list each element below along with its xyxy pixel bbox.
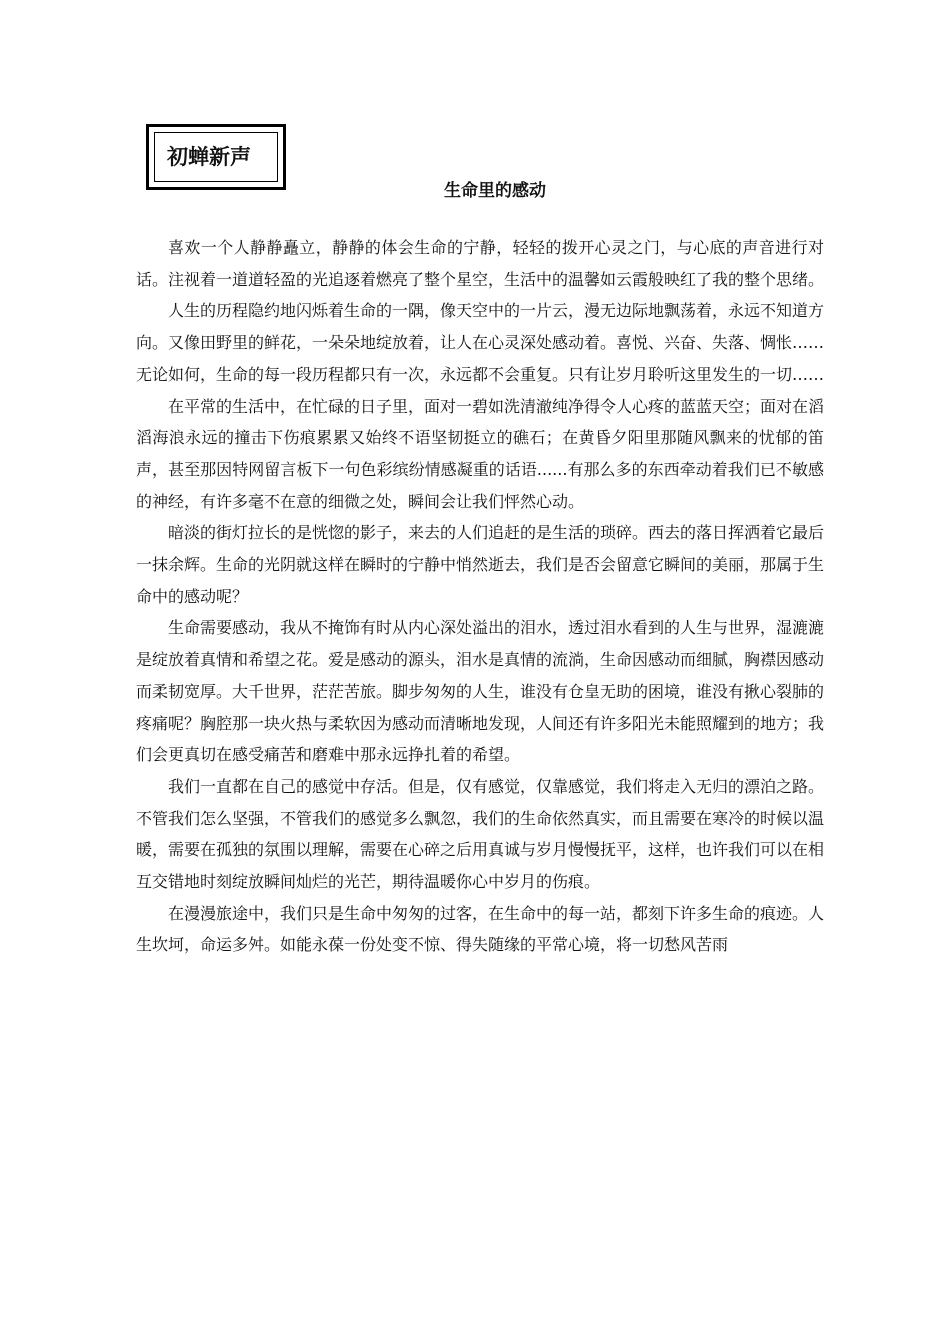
- article-title: 生命里的感动: [444, 181, 546, 201]
- paragraph: 在漫漫旅途中，我们只是生命中匆匆的过客，在生命中的每一站，都刻下许多生命的痕迹。人生坎坷，命运多舛。如能永葆一份处变不惊、得失随缘的平常心境，将一切愁风苦雨: [136, 903, 825, 955]
- paragraph: 在平常的生活中，在忙碌的日子里，面对一碧如洗清澈纯净得令人心疼的蓝蓝天空；面对在滔滔海浪永远的撞击下伤痕累累又始终不语坚韧挺立的礁石；在黄昏夕阳里那随风飘来的忧郁的笛声，甚至那因特网留言板下一句色彩缤纷情感凝重的话语......有那么多的东西牵动着我们已不敏感的神经，有许多毫不在意的细微之处，瞬间会让我们怦然心动。: [136, 396, 825, 511]
- article-body: [136, 232, 824, 961]
- paragraph: 我们一直都在自己的感觉中存活。但是，仅有感觉，仅靠感觉，我们将走入无归的漂泊之路。不管我们怎么坚强，不管我们的感觉多么飘忽，我们的生命依然真实，而且需要在寒冷的时候以温暖，需要在孤独的氛围以理解，需要在心碎之后用真诚与岁月慢慢抚平，这样，也许我们可以在相互交错地时刻绽放瞬间灿烂的光芒，期待温暖你心中岁月的伤痕。: [136, 776, 825, 892]
- paragraph: 人生的历程隐约地闪烁着生命的一隅，像天空中的一片云，漫无边际地飘荡着，永远不知道方向。又像田野里的鲜花，一朵朵地绽放着，让人在心灵深处感动着。喜悦、兴奋、失落、惆怅……无论如何，生命的每一段历程都只有一次，永远都不会重复。只有让岁月聆听这里发生的一切……: [136, 301, 825, 384]
- paragraph: 暗淡的街灯拉长的是恍惚的影子，来去的人们追赶的是生活的琐碎。西去的落日挥洒着它最后一抹余辉。生命的光阴就这样在瞬时的宁静中悄然逝去，我们是否会留意它瞬间的美丽，那属于生命中的感动呢？: [136, 523, 825, 606]
- column-label: 初蝉新声: [167, 145, 251, 169]
- paragraph: 喜欢一个人静静矗立，静静的体会生命的宁静，轻轻的拨开心灵之门，与心底的声音进行对话。注视着一道道轻盈的光追逐着燃亮了整个星空，生活中的温馨如云霞般映红了我的整个思绪。: [136, 238, 825, 289]
- paragraph: 生命需要感动，我从不掩饰有时从内心深处溢出的泪水，透过泪水看到的人生与世界，湿漉漉是绽放着真情和希望之花。爱是感动的源头，泪水是真情的流淌，生命因感动而细腻，胸襟因感动而柔韧宽厚。大千世界，茫茫苦旅。脚步匆匆的人生，谁没有仓皇无助的困境，谁没有揪心裂肺的疼痛呢？胸腔那一块火热与柔软因为感动而清晰地发现，人间还有许多阳光未能照耀到的地方；我们会更真切在感受痛苦和磨难中那永远挣扎着的希望。: [136, 618, 825, 765]
